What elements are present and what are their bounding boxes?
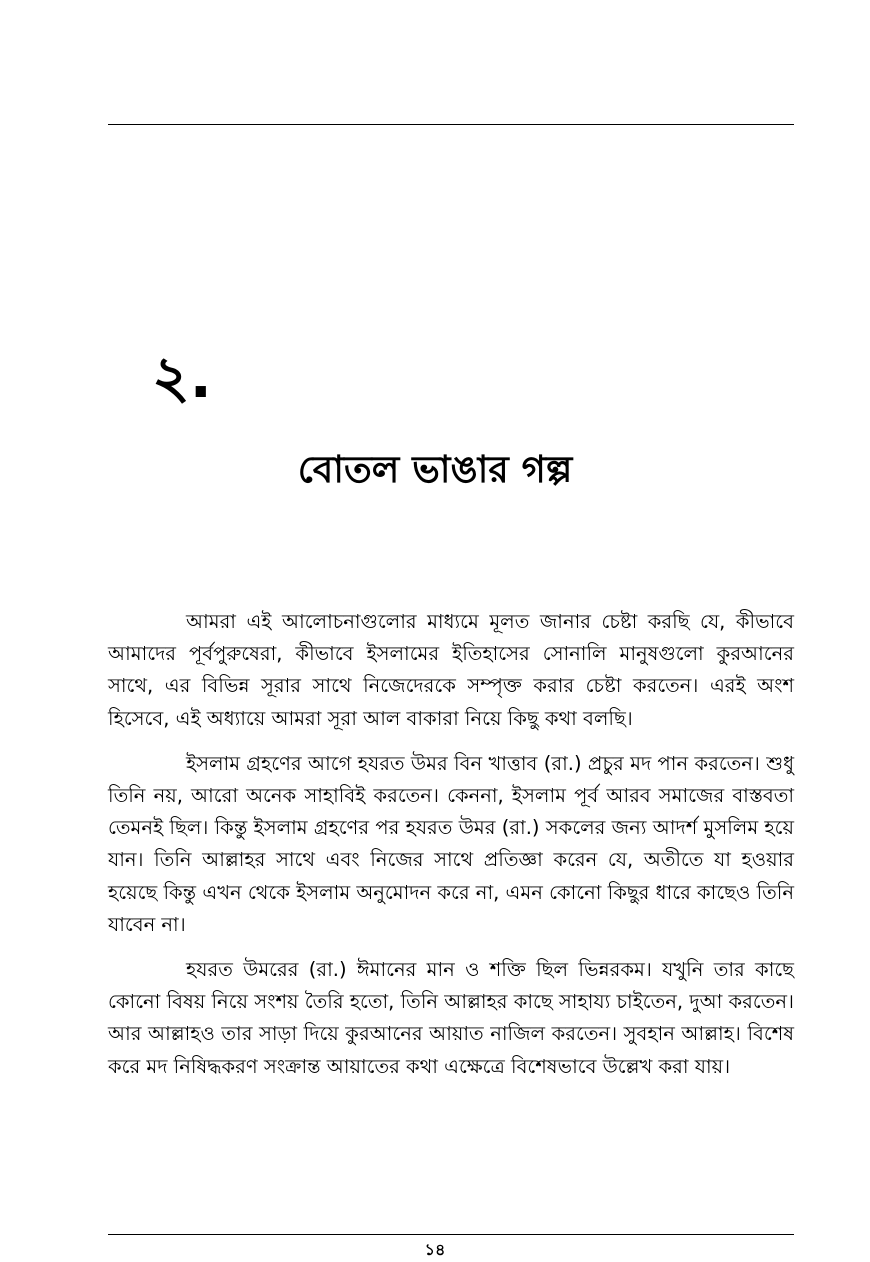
chapter-title: বোতল ভাঙার গল্প <box>297 448 573 491</box>
chapter-number: ২. <box>152 343 212 411</box>
paragraph-2: ইসলাম গ্রহণের আগে হযরত উমর বিন খাত্তাব (রা.) প্রচুর মদ পান করতেন। শুধু তিনি নয়, আরো অনেক সাহাবিই করতেন। কেননা, ইসলাম পূর্ব আরব সমাজের বাস্তবতা তেমনই ছিল। কিন্তু ইসলাম গ্রহণের পর হযরত উমর (রা.) সকলের জন্য আদর্শ মুসলিম হয়ে যান। তিনি আল্লাহর সাথে এবং নিজের সাথে প্রতিজ্ঞা করেন যে, অতীতে যা হওয়ার হয়েছে কিন্তু এখন থেকে ইসলাম অনুমোদন করে না, এমন কোনো কিছুর ধারে কাছেও তিনি যাবেন না। <box>108 751 794 936</box>
body-text <box>108 606 794 1096</box>
paragraph-3: হযরত উমরের (রা.) ঈমানের মান ও শক্তি ছিল ভিন্নরকম। যখুনি তার কাছে কোনো বিষয় নিয়ে সংশয় তৈরি হতো, তিনি আল্লাহর কাছে সাহায্য চাইতেন, দুআ করতেন। আর আল্লাহও তার সাড়া দিয়ে কুরআনের আয়াত নাজিল করতেন। সুবহান আল্লাহ। বিশেষ করে মদ নিষিদ্ধকরণ সংক্রান্ত আয়াতের কথা এক্ষেত্রে বিশেষভাবে উল্লেখ করা যায়। <box>108 958 794 1078</box>
footer-rule <box>108 1234 794 1235</box>
page-number: ১৪ <box>424 1240 446 1259</box>
paragraph-1: আমরা এই আলোচনাগুলোর মাধ্যমে মূলত জানার চেষ্টা করছি যে, কীভাবে আমাদের পূর্বপুরুষেরা, কীভাবে ইসলামের ইতিহাসের সোনালি মানুষগুলো কুরআনের সাথে, এর বিভিন্ন সূরার সাথে নিজেদেরকে সম্পৃক্ত করার চেষ্টা করতেন। এরই অংশ হিসেবে, এই অধ্যায়ে আমরা সূরা আল বাকারা নিয়ে কিছু কথা বলছি। <box>108 610 794 730</box>
header-rule <box>108 124 794 125</box>
